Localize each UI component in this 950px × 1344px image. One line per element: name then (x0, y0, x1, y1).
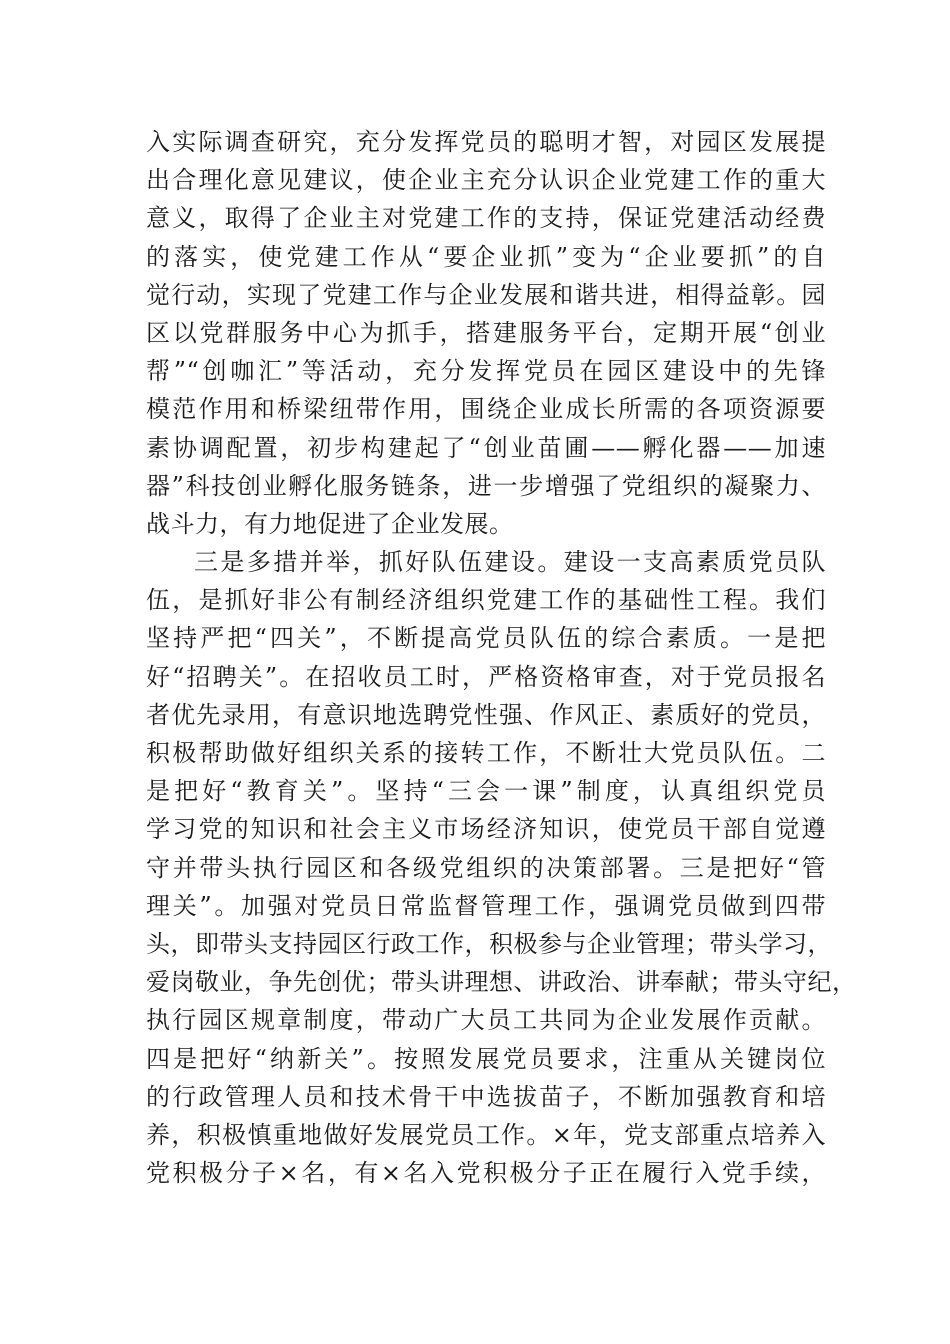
text-line: 器”科技创业孵化服务链条，进一步增强了党组织的凝聚力、 (146, 471, 826, 500)
text-line: 好“招聘关”。在招收员工时，严格资格审查，对于党员报名 (146, 662, 826, 691)
text-line: 的行政管理人员和技术骨干中选拔苗子，不断加强教育和培 (146, 1082, 826, 1111)
text-line: 帮”“创咖汇”等活动，充分发挥党员在园区建设中的先锋 (146, 357, 826, 386)
text-line: 素协调配置，初步构建起了“创业苗圃——孵化器——加速 (146, 433, 826, 462)
text-line: 养，积极慎重地做好发展党员工作。×年，党支部重点培养入 (146, 1120, 826, 1149)
text-line: 出合理化意见建议，使企业主充分认识企业党建工作的重大 (146, 166, 826, 195)
paragraph-first-line: 三是多措并举，抓好队伍建设。建设一支高素质党员队 (194, 548, 826, 577)
text-line: 区以党群服务中心为抓手，搭建服务平台，定期开展“创业 (146, 318, 826, 347)
text-line: 模范作用和桥梁纽带作用，围绕企业成长所需的各项资源要 (146, 395, 826, 424)
text-line: 是把好“教育关”。坚持“三会一课”制度，认真组织党员 (146, 777, 826, 806)
text-line: 执行园区规章制度，带动广大员工共同为企业发展作贡献。 (146, 1006, 826, 1035)
text-line: 四是把好“纳新关”。按照发展党员要求，注重从关键岗位 (146, 1044, 826, 1073)
text-line: 坚持严把“四关”，不断提高党员队伍的综合素质。一是把 (146, 624, 826, 653)
text-line: 党积极分子×名，有×名入党积极分子正在履行入党手续， (146, 1159, 826, 1188)
text-line: 的落实，使党建工作从“要企业抓”变为“企业要抓”的自 (146, 242, 826, 271)
text-line: 者优先录用，有意识地选聘党性强、作风正、素质好的党员， (146, 700, 826, 729)
text-line: 入实际调查研究，充分发挥党员的聪明才智，对园区发展提 (146, 128, 826, 156)
text-line: 理关”。加强对党员日常监督管理工作，强调党员做到四带 (146, 891, 826, 920)
text-line: 觉行动，实现了党建工作与企业发展和谐共进，相得益彰。园 (146, 280, 826, 309)
text-line: 头，即带头支持园区行政工作，积极参与企业管理；带头学习， (146, 929, 832, 958)
text-line: 爱岗敬业，争先创优；带头讲理想、讲政治、讲奉献；带头守纪， (146, 968, 857, 997)
text-line: 积极帮助做好组织关系的接转工作，不断壮大党员队伍。二 (146, 739, 826, 767)
text-line: 意义，取得了企业主对党建工作的支持，保证党建活动经费 (146, 204, 826, 233)
text-line: 守并带头执行园区和各级党组织的决策部署。三是把好“管 (146, 853, 826, 882)
text-line: 战斗力，有力地促进了企业发展。 (146, 509, 514, 538)
text-line: 伍，是抓好非公有制经济组织党建工作的基础性工程。我们 (146, 586, 826, 615)
body-text (146, 123, 857, 1192)
text-line: 学习党的知识和社会主义市场经济知识，使党员干部自觉遵 (146, 815, 826, 844)
